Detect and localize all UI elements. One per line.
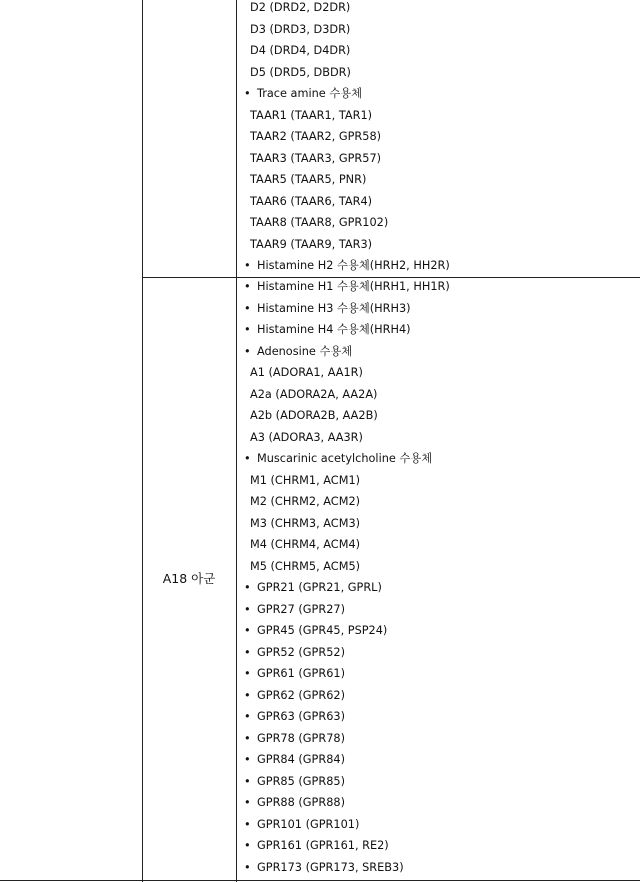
list-item <box>242 191 637 213</box>
list-item <box>242 126 637 148</box>
bullet-list-item <box>242 577 637 599</box>
bullet-icon: • <box>244 817 251 831</box>
item-text: GPR63 (GPR63) <box>257 710 345 723</box>
item-text: Trace amine 수용체 <box>257 87 363 100</box>
item-text: GPR88 (GPR88) <box>257 796 345 809</box>
list-item <box>242 234 637 256</box>
bullet-icon: • <box>244 602 251 616</box>
bullet-icon: • <box>244 581 251 594</box>
item-text: GPR45 (GPR45, PSP24) <box>257 624 388 637</box>
item-text: Adenosine 수용체 <box>257 344 353 358</box>
list-item <box>242 62 637 84</box>
list-item <box>242 384 637 406</box>
item-text: D4 (DRD4, D4DR) <box>250 44 351 57</box>
item-text: TAAR1 (TAAR1, TAR1) <box>250 108 373 122</box>
bullet-list-item <box>242 663 637 685</box>
bullet-icon: • <box>244 323 251 336</box>
bullet-list-item <box>242 298 637 320</box>
list-item <box>242 470 637 492</box>
item-text: M4 (CHRM4, ACM4) <box>250 538 361 551</box>
bullet-list-item <box>242 706 637 728</box>
bullet-icon: • <box>244 731 251 745</box>
list-item <box>242 40 637 62</box>
item-text: Histamine H1 수용체(HRH1, HH1R) <box>257 280 450 293</box>
bullet-list-item <box>242 642 637 664</box>
item-text: Histamine H4 수용체(HRH4) <box>257 323 411 336</box>
item-text: M1 (CHRM1, ACM1) <box>250 473 361 487</box>
list-item <box>242 148 637 170</box>
bullet-list-item <box>242 749 637 771</box>
item-text: D2 (DRD2, D2DR) <box>250 1 351 14</box>
item-text: GPR84 (GPR84) <box>257 753 345 766</box>
bullet-list-item <box>242 685 637 707</box>
item-text: TAAR5 (TAAR5, PNR) <box>250 173 367 186</box>
item-text: TAAR8 (TAAR8, GPR102) <box>250 216 389 229</box>
section-label: A18 아군 <box>162 571 216 586</box>
item-text: A1 (ADORA1, AA1R) <box>250 366 363 379</box>
item-text: GPR78 (GPR78) <box>257 731 345 745</box>
item-text: Muscarinic acetylcholine 수용체 <box>257 452 433 465</box>
list-item <box>242 169 637 191</box>
bullet-icon: • <box>244 839 251 852</box>
table-border-middle <box>236 0 237 882</box>
bullet-list-item <box>242 857 637 879</box>
item-text: TAAR9 (TAAR9, TAR3) <box>250 237 373 251</box>
bullet-icon: • <box>244 259 251 272</box>
bullet-list-item <box>242 771 637 793</box>
bullet-list-item <box>242 319 637 341</box>
bullet-icon: • <box>244 774 251 788</box>
bullet-list-item <box>242 835 637 857</box>
bullet-icon: • <box>244 344 251 358</box>
table-border-bottom <box>0 880 640 881</box>
bullet-list-item <box>242 728 637 750</box>
bullet-list-item <box>242 814 637 836</box>
bullet-icon: • <box>244 280 251 293</box>
item-text: GPR85 (GPR85) <box>257 774 345 788</box>
bullet-icon: • <box>244 87 251 100</box>
item-text: A2b (ADORA2B, AA2B) <box>250 409 378 422</box>
item-text: GPR161 (GPR161, RE2) <box>257 839 389 852</box>
list-item <box>242 491 637 513</box>
item-text: A2a (ADORA2A, AA2A) <box>250 387 378 401</box>
item-text: GPR101 (GPR101) <box>257 817 360 831</box>
bullet-list-item <box>242 83 637 105</box>
upper-receptor-list <box>242 0 637 277</box>
item-text: GPR173 (GPR173, SREB3) <box>257 860 404 874</box>
bullet-icon: • <box>244 301 251 315</box>
item-text: Histamine H3 수용체(HRH3) <box>257 301 411 315</box>
item-text: TAAR3 (TAAR3, GPR57) <box>250 151 382 165</box>
item-text: M5 (CHRM5, ACM5) <box>250 559 361 573</box>
bullet-icon: • <box>244 667 251 680</box>
item-text: M2 (CHRM2, ACM2) <box>250 495 361 508</box>
bullet-list-item <box>242 620 637 642</box>
bullet-icon: • <box>244 796 251 809</box>
bullet-list-item <box>242 341 637 363</box>
item-text: TAAR6 (TAAR6, TAR4) <box>250 194 373 208</box>
bullet-icon: • <box>244 860 251 874</box>
lower-receptor-list <box>242 276 637 878</box>
item-text: M3 (CHRM3, ACM3) <box>250 516 361 530</box>
item-text: D5 (DRD5, DBDR) <box>250 65 351 79</box>
bullet-icon: • <box>244 753 251 766</box>
item-text: GPR52 (GPR52) <box>257 645 345 659</box>
list-item <box>242 362 637 384</box>
bullet-list-item <box>242 448 637 470</box>
list-item <box>242 427 637 449</box>
list-item <box>242 556 637 578</box>
table-border-left <box>142 0 143 882</box>
item-text: GPR61 (GPR61) <box>257 667 345 680</box>
list-item <box>242 212 637 234</box>
bullet-list-item <box>242 255 637 277</box>
list-item <box>242 513 637 535</box>
list-item <box>242 105 637 127</box>
item-text: A3 (ADORA3, AA3R) <box>250 430 363 444</box>
item-text: GPR62 (GPR62) <box>257 688 345 702</box>
list-item <box>242 405 637 427</box>
bullet-icon: • <box>244 688 251 702</box>
list-item <box>242 534 637 556</box>
list-item <box>242 0 637 19</box>
bullet-list-item <box>242 599 637 621</box>
item-text: TAAR2 (TAAR2, GPR58) <box>250 130 382 143</box>
bullet-icon: • <box>244 624 251 637</box>
bullet-list-item <box>242 792 637 814</box>
bullet-icon: • <box>244 710 251 723</box>
list-item <box>242 19 637 41</box>
item-text: GPR21 (GPR21, GPRL) <box>257 581 382 594</box>
item-text: GPR27 (GPR27) <box>257 602 345 616</box>
bullet-icon: • <box>244 452 251 465</box>
item-text: Histamine H2 수용체(HRH2, HH2R) <box>257 259 450 272</box>
bullet-icon: • <box>244 645 251 659</box>
bullet-list-item <box>242 276 637 298</box>
item-text: D3 (DRD3, D3DR) <box>250 22 351 36</box>
